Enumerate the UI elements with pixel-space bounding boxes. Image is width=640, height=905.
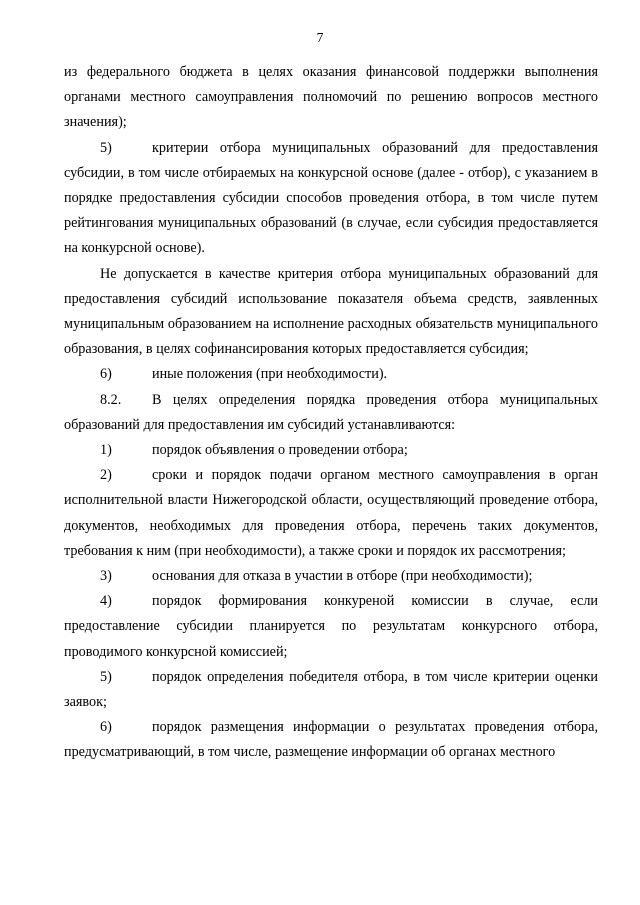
item-text: порядок определения победителя отбора, в том числе критерии оценки заявок; [64,668,598,711]
list-item [64,438,598,463]
item-number: 2) [100,467,112,484]
item-number: 5) [100,668,112,685]
paragraph [64,262,598,363]
section-paragraph [64,388,598,438]
document-body [64,60,598,766]
item-text: порядок формирования конкуреной комиссии в случае, если предоставление субсидии планируется по результатам конкурсного отбора, проводимого конкурсной комиссией; [64,593,598,660]
list-item [64,589,598,665]
item-text: критерии отбора муниципальных образований для предоставления субсидии, в том числе отбираемых на конкурсной основе (далее - отбор), с указанием в порядке предоставления субсидии способов проведения отбора, в том числе путем рейтингования муниципальных образований (в случае, если субсидия предоставляется на конкурсной основе). [64,139,598,257]
list-item [64,362,598,387]
paragraph-text: из федерального бюджета в целях оказания финансовой поддержки выполнения органами местного самоуправления полномочий по решению вопросов местного значения); [64,64,598,131]
item-text: иные положения (при необходимости). [152,366,388,383]
paragraph [64,60,598,136]
page-number: 7 [316,30,324,45]
item-number: 6) [100,366,112,383]
paragraph-text: Не допускается в качестве критерия отбора муниципальных образований для предоставления субсидий использование показателя объема средств, заявленных муниципальным образованием на исполнение расходных обязательств муниципального образования, в целях софинансирования которых предоставляется субсидия; [64,265,598,358]
item-text: порядок размещения информации о результатах проведения отбора, предусматривающий, в том числе, размещение информации об органах местного [64,719,598,761]
item-number: 3) [100,568,112,585]
item-number: 1) [100,442,112,459]
item-text: порядок объявления о проведении отбора; [152,442,408,459]
item-number: 4) [100,593,112,610]
list-item [64,463,598,564]
item-text: основания для отказа в участии в отборе (при необходимости); [152,568,533,585]
item-number: 5) [100,139,112,156]
item-text: сроки и порядок подачи органом местного самоуправления в орган исполнительной власти Нижегородской области, осуществляющий проведение отбора, документов, необходимых для проведения отбора, перечень таких документов, требования к ним (при необходимости), а также сроки и порядок их рассмотрения; [64,467,598,559]
list-item [64,715,598,765]
item-number: 6) [100,719,112,736]
section-text: В целях определения порядка проведения отбора муниципальных образований для предоставления им субсидий устанавливаются: [64,391,598,433]
list-item [64,136,598,262]
list-item [64,665,598,715]
list-item [64,564,598,589]
section-number: 8.2. [100,391,122,408]
